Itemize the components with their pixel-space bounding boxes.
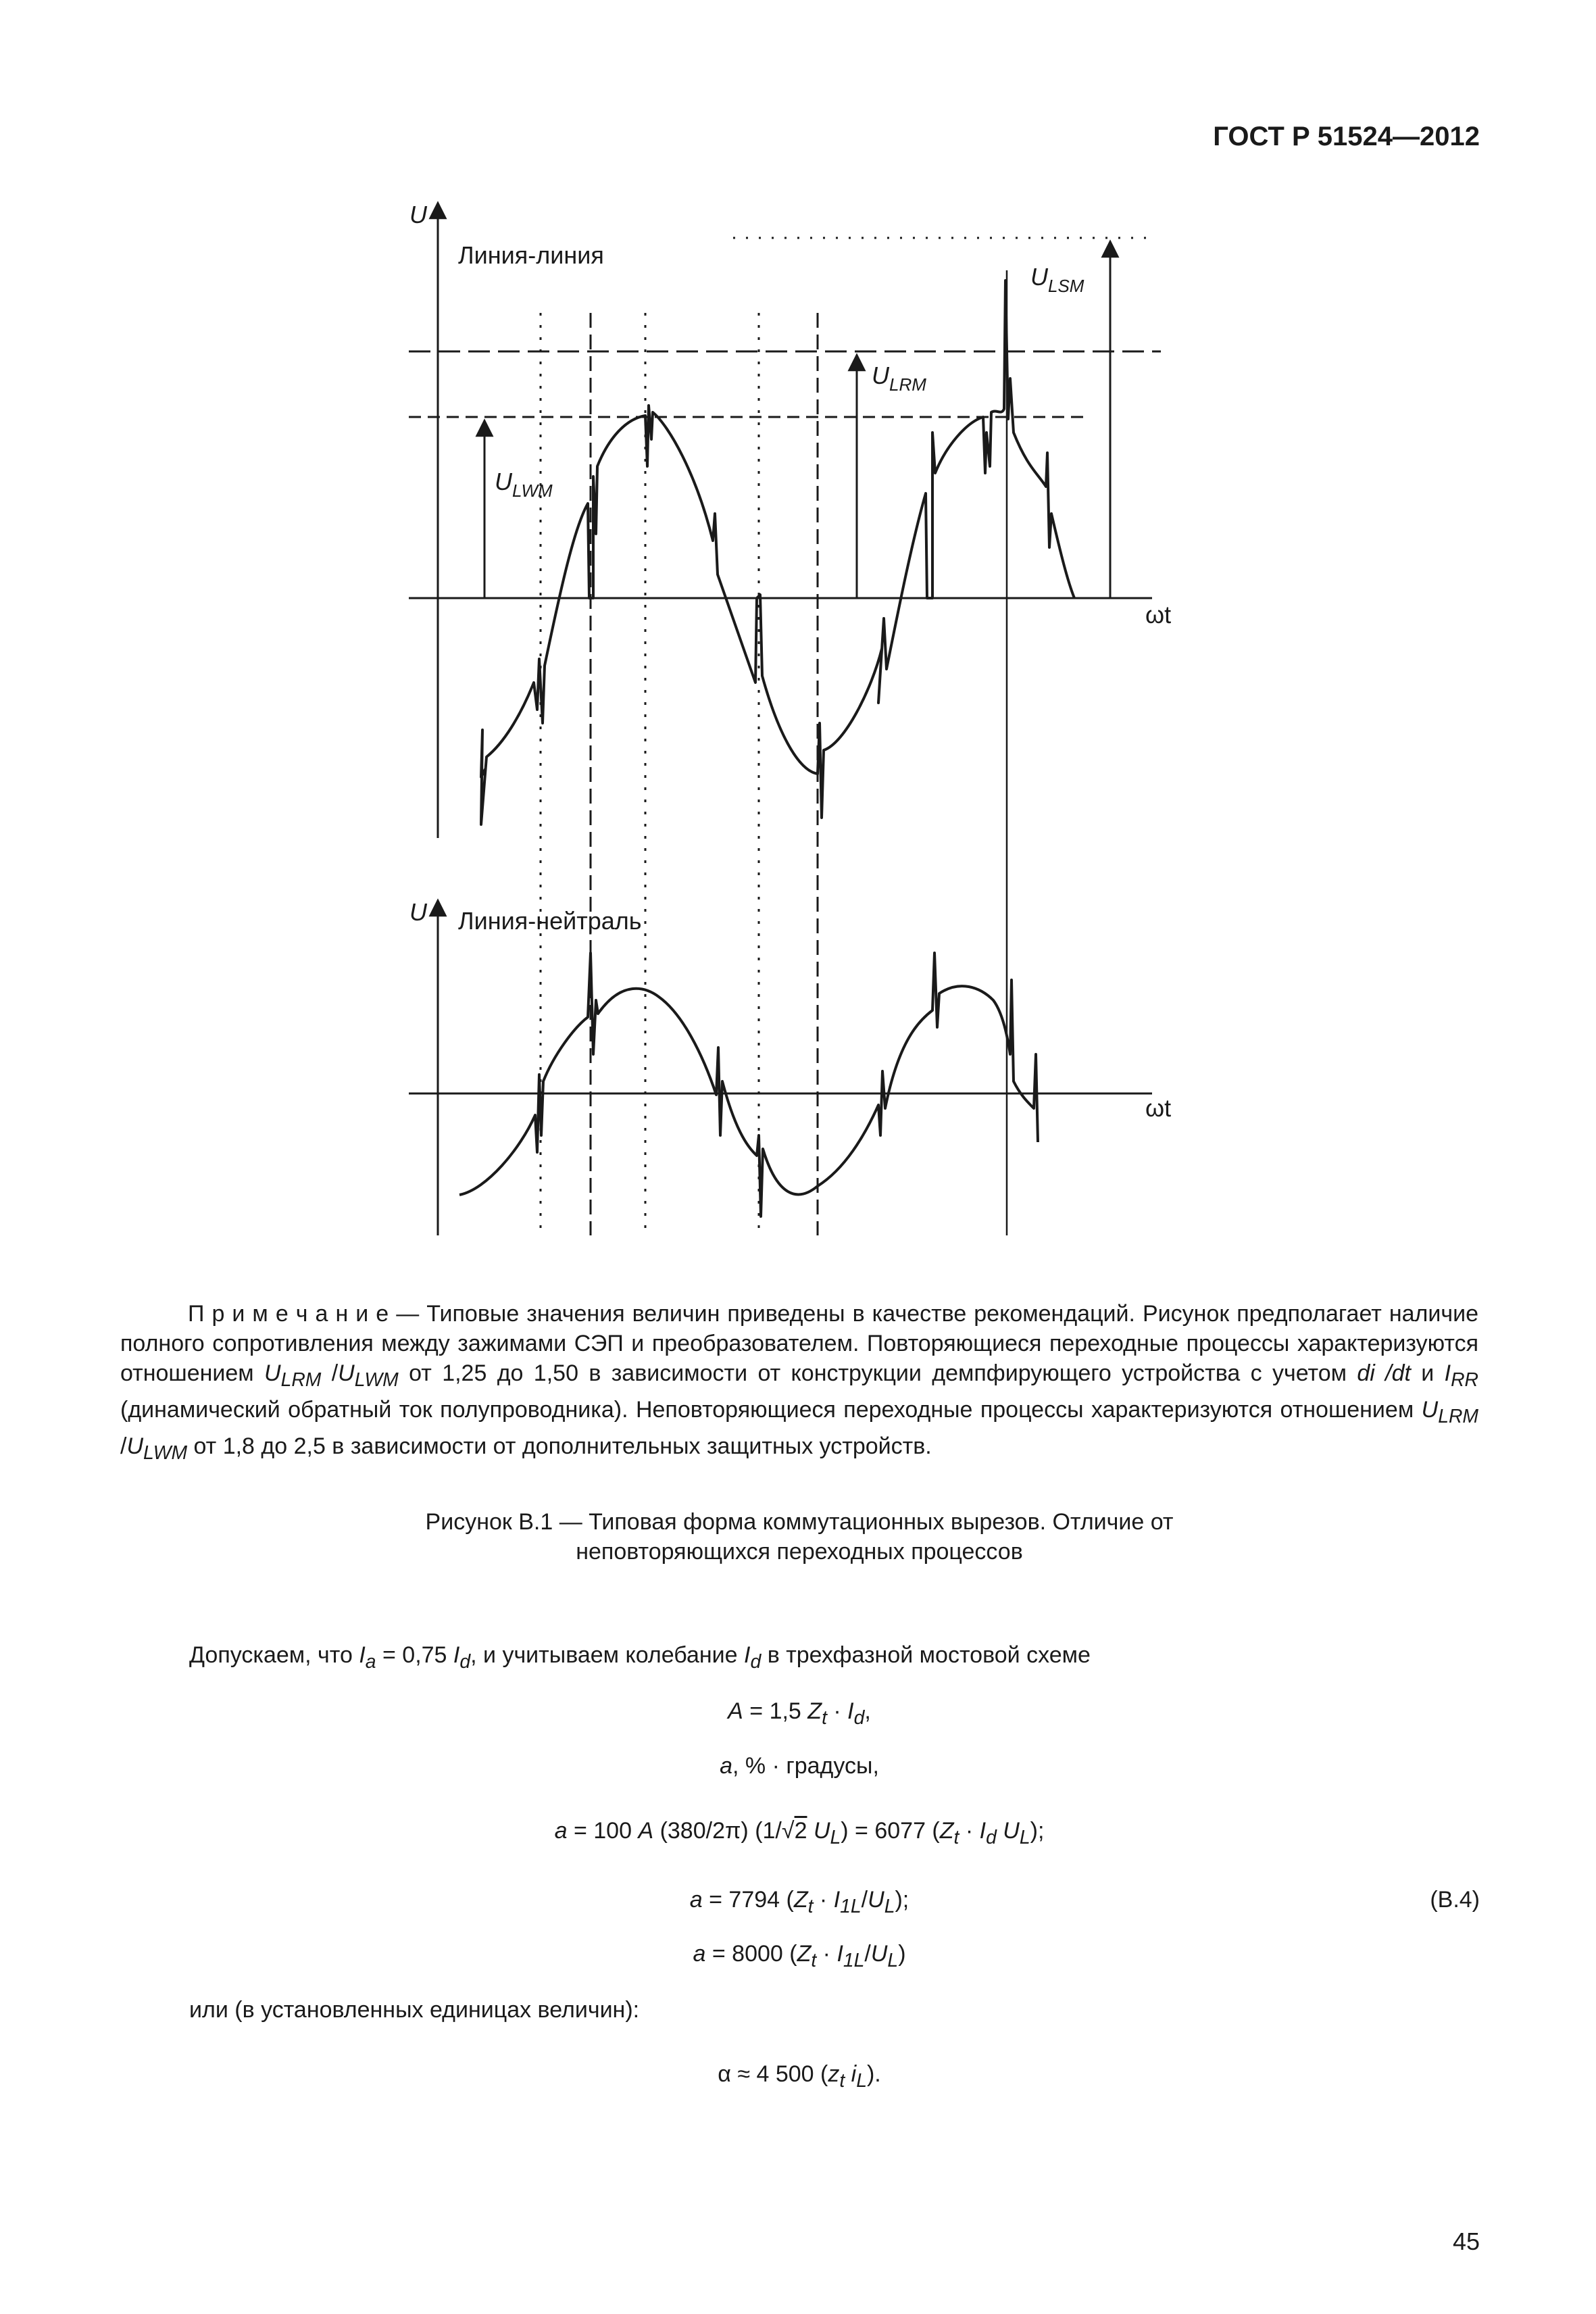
bottom-waveform xyxy=(459,953,1038,1216)
equation-3: a = 100 A (380/2π) (1/√2 $U_L) = 6077$ ($Z_t \cdot I_d$ $U_L$); xyxy=(554,1818,1045,1848)
document-header: ГОСТ Р 51524—2012 xyxy=(1213,122,1480,151)
top-y-label: U xyxy=(409,201,427,228)
caption-line-1: Рисунок В.1 — Типовая форма коммутационных вырезов. Отличие от xyxy=(425,1509,1174,1535)
ulsm-label: $U_{LSM}$ xyxy=(1030,263,1084,296)
figure-caption xyxy=(120,1507,1478,1567)
or-line: или (в установленных единицах величин): xyxy=(189,1997,640,2023)
equation-2: a, % · градусы, xyxy=(720,1753,879,1779)
ulrm-label: $U_{LRM}$ xyxy=(872,362,926,395)
page-number: 45 xyxy=(1452,2227,1480,2255)
equation-1: A = 1,5 $Z_t \cdot I_d$, xyxy=(728,1698,871,1729)
equation-5: a = 8000 $(Z_t \cdot I_{1L}/U_L)$ xyxy=(693,1941,906,1971)
note-lead: П р и м е ч а н и е xyxy=(188,1301,389,1327)
equation-4: a = 7794 $(Z_t \cdot I_{1L}/U_L)$; xyxy=(689,1887,909,1917)
intro-paragraph: Допускаем, что $I_a = 0,75$ $I_d$, и учитываем колебание $I_d$ в трехфазной мостовой схеме xyxy=(189,1642,1091,1673)
bottom-title: Линия-нейтраль xyxy=(458,907,642,935)
equation-number: (В.4) xyxy=(1430,1887,1480,1913)
bottom-x-label: ωt xyxy=(1145,1094,1172,1122)
top-title: Линия-линия xyxy=(458,241,604,269)
sqrt-icon: √ xyxy=(781,1818,795,1844)
bottom-y-label: U xyxy=(409,898,427,926)
ulwm-label: $U_{LWM}$ xyxy=(495,468,553,501)
figure-note: П р и м е ч а н и е — Типовые значения величин приведены в качестве рекомендаций. Рисунок предполагает наличие полного сопротивления между зажимами СЭП и преобразователем. Повторяющиеся переходные процессы характеризуются отношением $U_{LRM}$ $/U_{LWM}$ от 1,25 до 1,50 в зависимости от конструкции демпфирующего устройства с учетом di /dt и $I_{RR}$ (динамический обратный ток полупроводника). Неповторяющиеся переходные процессы характеризуются отношением $U_{LRM}$ $/U_{LWM}$ от 1,8 до 2,5 в зависимости от дополнительных защитных устройств. xyxy=(120,1301,1478,1464)
top-x-label: ωt xyxy=(1145,601,1172,629)
equation-6: α ≈ 4 500 ($z_t$ $i_L$). xyxy=(718,2061,881,2092)
caption-line-2: неповторяющихся переходных процессов xyxy=(576,1539,1023,1565)
top-waveform xyxy=(481,280,1074,824)
